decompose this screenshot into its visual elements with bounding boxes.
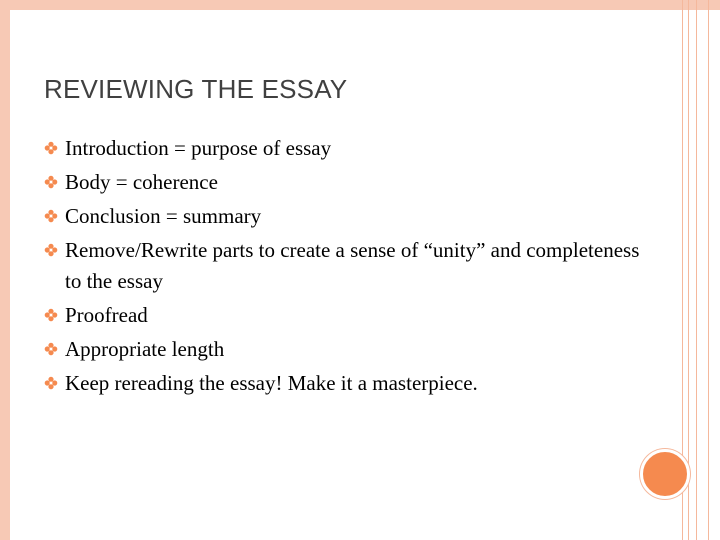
bullet-item [44,300,644,331]
bullet-item [44,167,644,198]
decorative-line [688,0,689,540]
bullet-text: Proofread [65,303,148,327]
flower-bullet-icon [44,175,58,189]
bullet-text: Appropriate length [65,337,225,361]
bullet-text: Conclusion = summary [65,204,262,228]
flower-bullet-icon [44,376,58,390]
bullet-text: Body = coherence [65,170,218,194]
bullet-text: Introduction = purpose of essay [65,136,332,160]
decorative-circle [640,449,690,499]
bullet-item [44,201,644,232]
flower-bullet-icon [44,243,58,257]
bullet-item [44,334,644,365]
bullet-item [44,368,644,399]
top-border [0,0,720,10]
flower-bullet-icon [44,342,58,356]
flower-bullet-icon [44,141,58,155]
flower-bullet-icon [44,209,58,223]
decorative-line [696,0,697,540]
bullet-text: Keep rereading the essay! Make it a masterpiece. [65,371,478,395]
bullet-item [44,133,644,164]
bullet-item [44,235,644,297]
flower-bullet-icon [44,308,58,322]
decorative-line [708,0,709,540]
slide-title: REVIEWING THE ESSAY [44,74,348,104]
bullet-list [44,133,644,402]
left-border [0,0,10,540]
bullet-text: Remove/Rewrite parts to create a sense of “unity” and completeness to the essay [65,238,640,293]
